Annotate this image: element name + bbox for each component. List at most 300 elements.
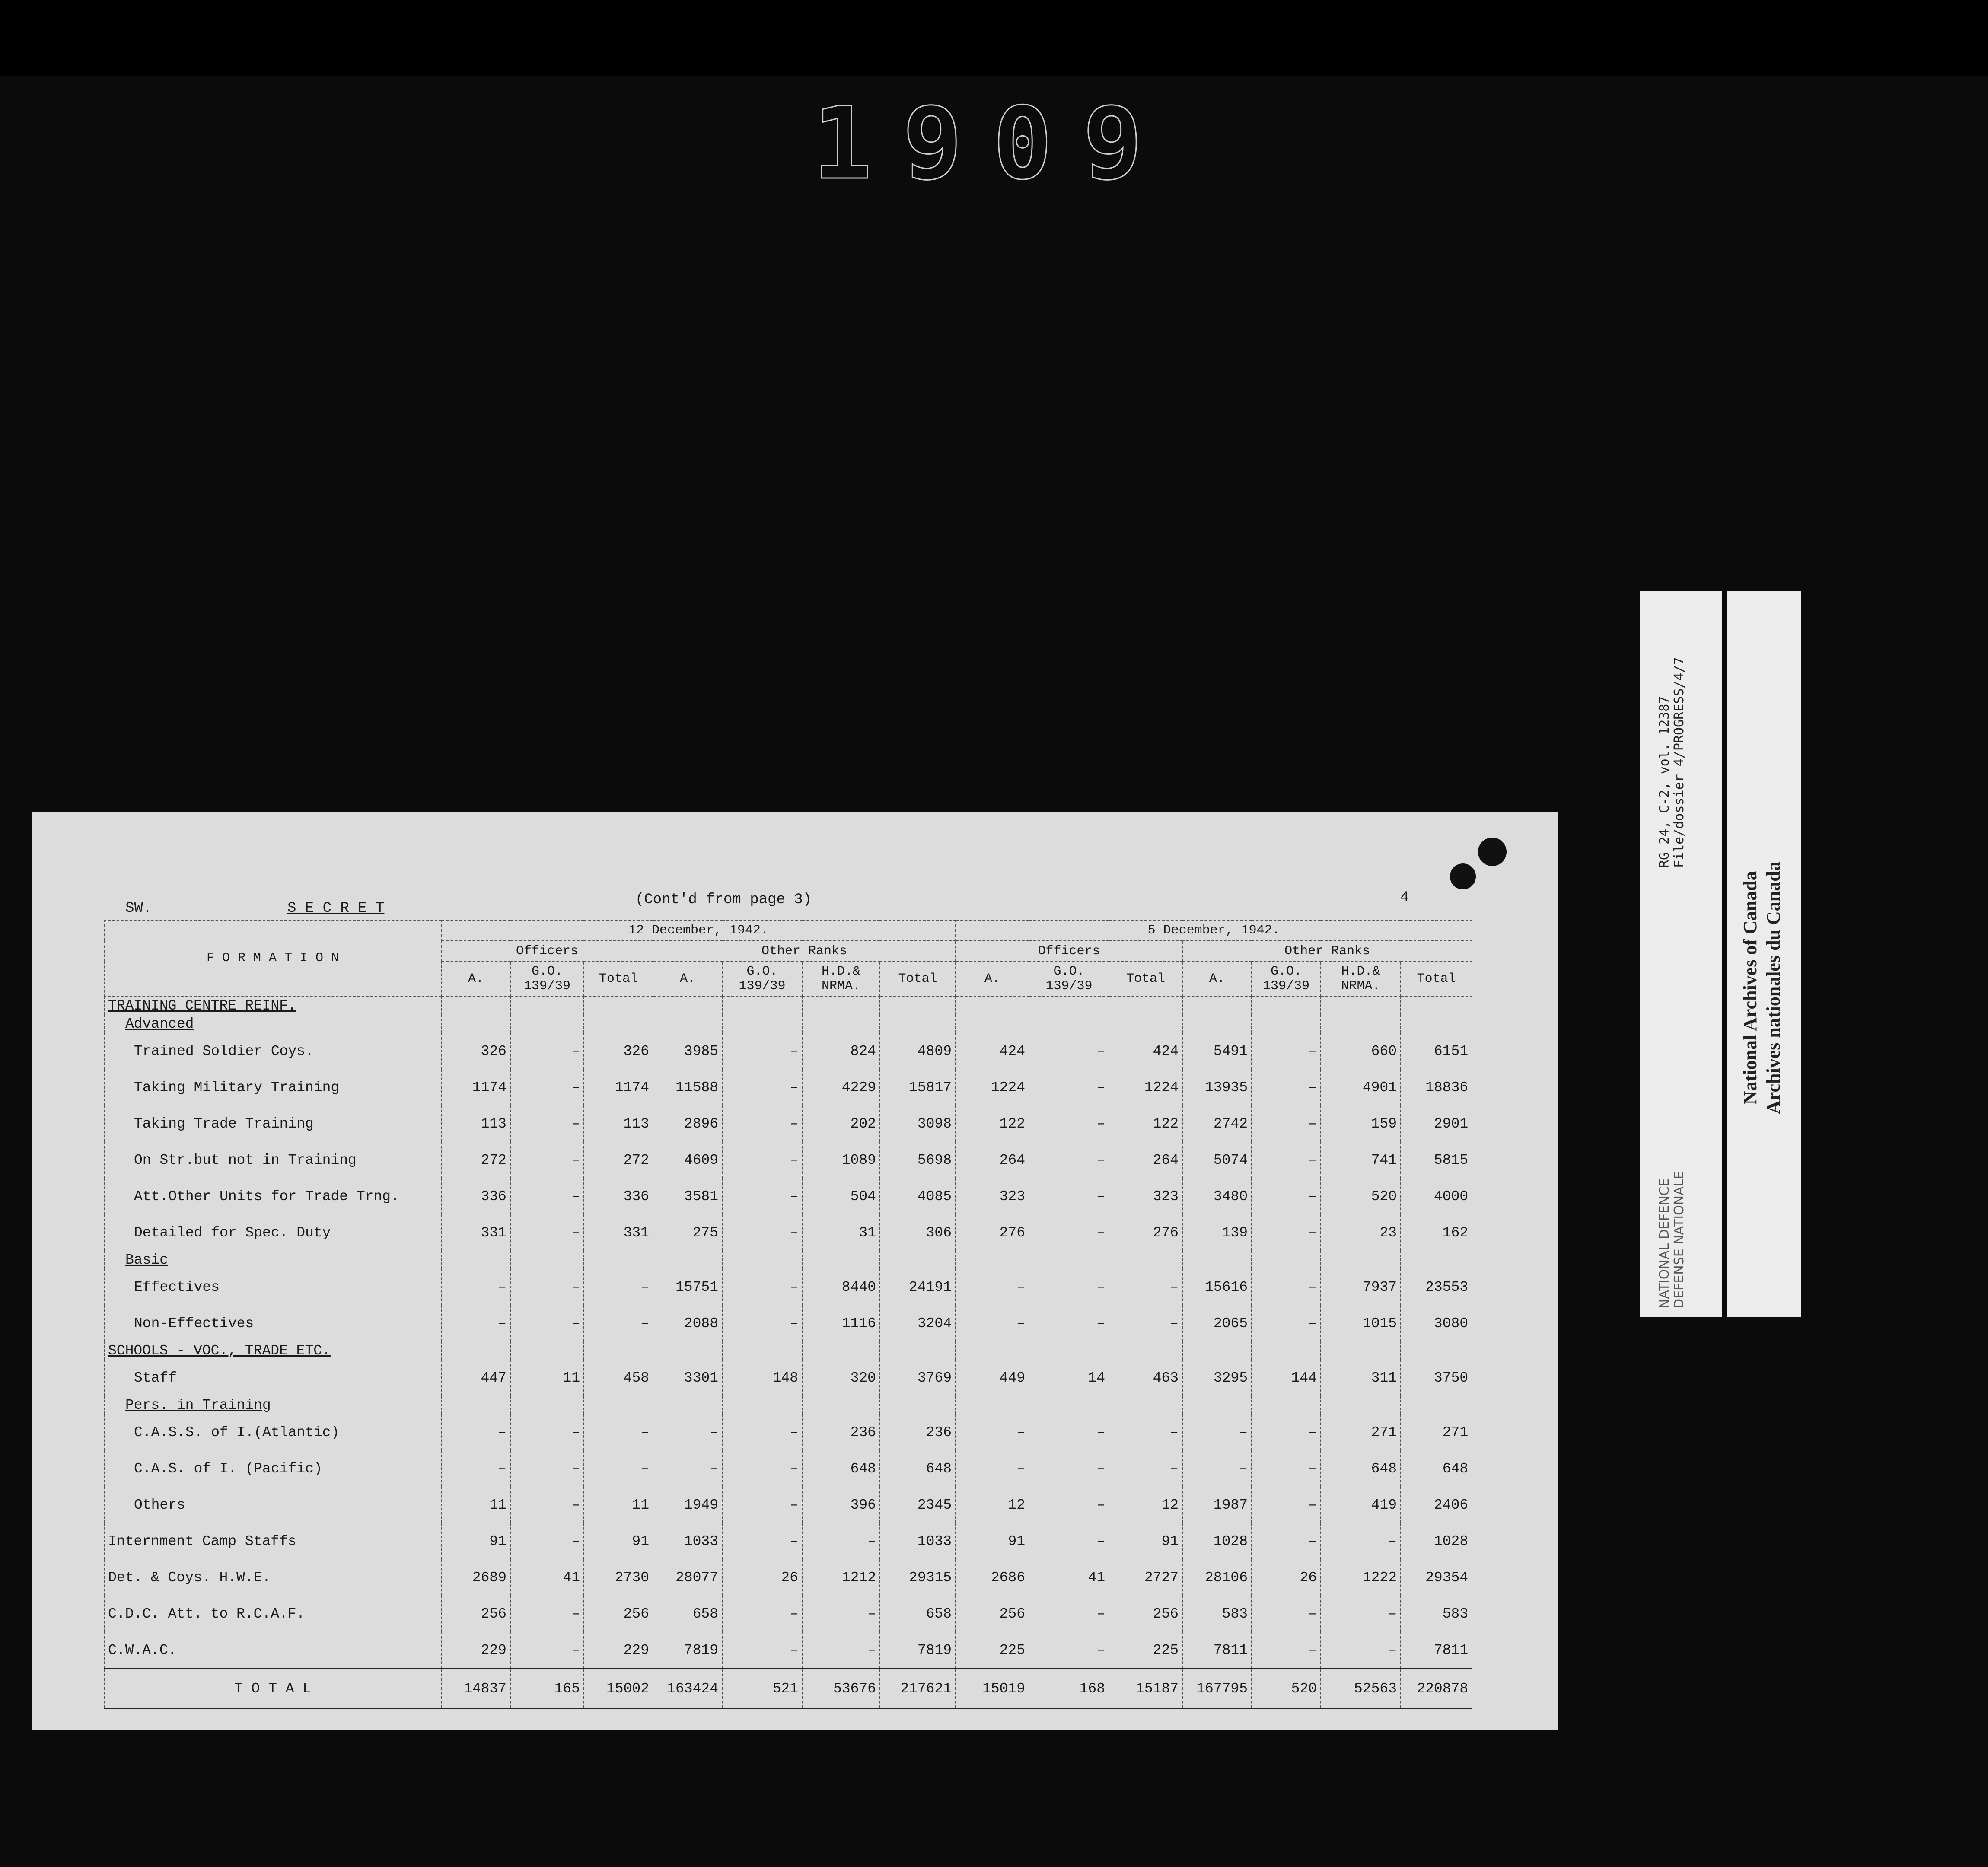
table-cell: – [1252, 1487, 1321, 1523]
table-cell: 336 [584, 1178, 653, 1214]
table-cell: – [584, 1305, 653, 1341]
table-cell: 463 [1109, 1360, 1182, 1396]
table-cell [802, 1396, 880, 1414]
table-row [104, 1487, 1472, 1523]
table-cell: 648 [1401, 1450, 1472, 1487]
table-cell [653, 1341, 722, 1360]
table-cell: – [1252, 1214, 1321, 1251]
table-cell: – [956, 1414, 1029, 1450]
table-cell: 2065 [1182, 1305, 1252, 1341]
strength-table [104, 920, 1472, 1709]
col-header-go: G.O. 139/39 [1252, 962, 1321, 996]
table-cell [802, 1015, 880, 1033]
table-row [104, 1142, 1472, 1178]
table-cell: 11 [441, 1487, 510, 1523]
film-top-band [0, 0, 1988, 76]
table-cell [584, 1341, 653, 1360]
table-cell: – [956, 1269, 1029, 1305]
col-header-a: A. [956, 962, 1029, 996]
table-cell: – [1109, 1450, 1182, 1487]
table-cell [1321, 1015, 1401, 1033]
punch-hole [1478, 838, 1507, 866]
total-cell: 15187 [1109, 1669, 1182, 1708]
table-cell: 122 [956, 1106, 1029, 1142]
table-cell: 113 [584, 1106, 653, 1142]
table-cell: – [1029, 1414, 1109, 1450]
table-row [104, 1341, 1472, 1360]
table-cell: – [1109, 1269, 1182, 1305]
table-cell [722, 1341, 802, 1360]
row-label [104, 1450, 441, 1487]
table-cell [584, 1015, 653, 1033]
table-cell [1109, 1341, 1182, 1360]
table-cell: – [510, 1106, 584, 1142]
table-cell: – [1182, 1450, 1252, 1487]
table-cell: 271 [1401, 1414, 1472, 1450]
table-cell: – [722, 1450, 802, 1487]
table-cell: 91 [584, 1523, 653, 1559]
table-cell: 1222 [1321, 1559, 1401, 1596]
table-cell: 2686 [956, 1559, 1029, 1596]
table-cell: – [510, 1487, 584, 1523]
table-cell: – [653, 1450, 722, 1487]
table-cell: 91 [1109, 1523, 1182, 1559]
table-cell: 323 [956, 1178, 1029, 1214]
table-cell: 7811 [1182, 1632, 1252, 1669]
table-cell: 3301 [653, 1360, 722, 1396]
table-cell: – [802, 1632, 880, 1669]
table-cell: 23 [1321, 1214, 1401, 1251]
table-cell: 7937 [1321, 1269, 1401, 1305]
table-cell: 4609 [653, 1142, 722, 1178]
table-cell: 2742 [1182, 1106, 1252, 1142]
table-cell: 3080 [1401, 1305, 1472, 1341]
total-cell: 15002 [584, 1669, 653, 1708]
table-cell: – [722, 1523, 802, 1559]
table-cell: 1033 [880, 1523, 956, 1559]
table-cell: – [802, 1596, 880, 1632]
total-cell: 168 [1029, 1669, 1109, 1708]
table-cell [510, 1396, 584, 1414]
table-cell: 4000 [1401, 1178, 1472, 1214]
col-header-total: Total [584, 962, 653, 996]
table-cell: 323 [1109, 1178, 1182, 1214]
table-row [104, 1251, 1472, 1269]
table-cell: 4229 [802, 1069, 880, 1106]
table-cell: 264 [1109, 1142, 1182, 1178]
table-cell: 12 [1109, 1487, 1182, 1523]
table-cell: – [722, 1069, 802, 1106]
row-label-text: Taking Military Training [134, 1079, 340, 1096]
col-header-a: A. [441, 962, 510, 996]
total-cell: 15019 [956, 1669, 1029, 1708]
table-cell: 1089 [802, 1142, 880, 1178]
table-cell [1401, 1396, 1472, 1414]
row-label [104, 996, 441, 1015]
table-cell: – [722, 1269, 802, 1305]
table-row [104, 1450, 1472, 1487]
row-label-text: Staff [134, 1370, 177, 1386]
table-row [104, 1596, 1472, 1632]
table-cell [1029, 1396, 1109, 1414]
table-cell: 5491 [1182, 1033, 1252, 1069]
table-cell: 424 [1109, 1033, 1182, 1069]
table-cell: 5698 [880, 1142, 956, 1178]
table-cell: 660 [1321, 1033, 1401, 1069]
table-cell: – [510, 1305, 584, 1341]
table-cell: – [653, 1414, 722, 1450]
table-cell: 4809 [880, 1033, 956, 1069]
row-label-text: TRAINING CENTRE REINF. [108, 997, 296, 1014]
row-label [104, 1305, 441, 1341]
table-cell [1029, 1015, 1109, 1033]
table-cell: – [441, 1269, 510, 1305]
table-cell: – [722, 1142, 802, 1178]
archive-name-en: National Archives of Canada [1740, 871, 1761, 1105]
table-cell: 15817 [880, 1069, 956, 1106]
table-cell: 4085 [880, 1178, 956, 1214]
table-cell: – [1109, 1305, 1182, 1341]
table-cell: – [1252, 1414, 1321, 1450]
table-cell: 148 [722, 1360, 802, 1396]
table-cell: – [441, 1450, 510, 1487]
table-cell [510, 1015, 584, 1033]
row-label [104, 1015, 441, 1033]
table-cell [1182, 1341, 1252, 1360]
table-body [104, 996, 1472, 1708]
col-header-total: Total [1401, 962, 1472, 996]
table-cell: 26 [722, 1559, 802, 1596]
table-cell [441, 1341, 510, 1360]
row-label-text: Non-Effectives [134, 1315, 254, 1332]
row-label [104, 1033, 441, 1069]
table-row [104, 1106, 1472, 1142]
table-cell [1029, 1341, 1109, 1360]
row-label [104, 1178, 441, 1214]
table-cell: 91 [956, 1523, 1029, 1559]
table-cell [880, 996, 956, 1015]
table-cell [510, 1341, 584, 1360]
table-cell: – [441, 1414, 510, 1450]
table-cell: 424 [956, 1033, 1029, 1069]
table-cell: – [510, 1450, 584, 1487]
table-cell: 648 [1321, 1450, 1401, 1487]
table-cell: – [1029, 1596, 1109, 1632]
total-cell: 220878 [1401, 1669, 1472, 1708]
doc-prefix: SW. [125, 900, 152, 917]
table-cell: – [1029, 1106, 1109, 1142]
table-cell: – [510, 1269, 584, 1305]
other-ranks-group-header: Other Ranks [653, 941, 956, 962]
table-cell [1401, 996, 1472, 1015]
row-label [104, 1596, 441, 1632]
table-cell: 1015 [1321, 1305, 1401, 1341]
table-row [104, 1305, 1472, 1341]
table-cell [1321, 1251, 1401, 1269]
table-cell [1029, 996, 1109, 1015]
table-cell: 236 [880, 1414, 956, 1450]
table-cell: 1987 [1182, 1487, 1252, 1523]
table-cell: 5815 [1401, 1142, 1472, 1178]
table-cell: 26 [1252, 1559, 1321, 1596]
table-cell: 3985 [653, 1033, 722, 1069]
table-cell: 256 [956, 1596, 1029, 1632]
row-label [104, 1559, 441, 1596]
table-cell: – [1252, 1269, 1321, 1305]
col-header-a: A. [1182, 962, 1252, 996]
table-cell: 159 [1321, 1106, 1401, 1142]
table-cell: – [1321, 1596, 1401, 1632]
table-cell: 229 [441, 1632, 510, 1669]
table-cell: 331 [584, 1214, 653, 1251]
table-cell: 162 [1401, 1214, 1472, 1251]
table-cell: 225 [956, 1632, 1029, 1669]
table-cell [722, 1396, 802, 1414]
table-cell: 1174 [584, 1069, 653, 1106]
row-label [104, 1269, 441, 1305]
officers-group-header: Officers [956, 941, 1182, 962]
table-cell [1109, 1396, 1182, 1414]
table-cell: – [510, 1596, 584, 1632]
total-cell: 165 [510, 1669, 584, 1708]
table-row [104, 1178, 1472, 1214]
table-cell: – [1252, 1305, 1321, 1341]
table-cell [1182, 1015, 1252, 1033]
tag-department-line: DEFENSE NATIONALE [1672, 1171, 1687, 1309]
row-label-text: Att.Other Units for Trade Trng. [134, 1188, 399, 1204]
table-cell: 7819 [653, 1632, 722, 1669]
archive-name-tag [1727, 591, 1801, 1317]
table-cell: 741 [1321, 1142, 1401, 1178]
table-cell: 458 [584, 1360, 653, 1396]
row-label [104, 1414, 441, 1450]
table-cell [1182, 1396, 1252, 1414]
table-row [104, 1069, 1472, 1106]
table-cell: – [1252, 1523, 1321, 1559]
table-cell: – [1029, 1305, 1109, 1341]
table-row [104, 1214, 1472, 1251]
table-cell: – [1029, 1450, 1109, 1487]
table-cell [722, 1015, 802, 1033]
table-cell: 11 [510, 1360, 584, 1396]
table-cell: 2727 [1109, 1559, 1182, 1596]
table-cell: 396 [802, 1487, 880, 1523]
table-cell: – [510, 1142, 584, 1178]
table-cell: 29354 [1401, 1559, 1472, 1596]
row-label [104, 1069, 441, 1106]
table-cell [1109, 1251, 1182, 1269]
total-row [104, 1669, 1472, 1708]
table-cell [510, 996, 584, 1015]
table-cell [1109, 1015, 1182, 1033]
table-cell: – [1182, 1414, 1252, 1450]
table-cell [1182, 1251, 1252, 1269]
total-cell: 520 [1252, 1669, 1321, 1708]
table-cell: 29315 [880, 1559, 956, 1596]
table-cell [880, 1015, 956, 1033]
table-cell: 256 [584, 1596, 653, 1632]
table-cell: – [510, 1214, 584, 1251]
table-cell: 31 [802, 1214, 880, 1251]
date-header-2: 5 December, 1942. [956, 920, 1472, 941]
table-cell: 1949 [653, 1487, 722, 1523]
table-cell: – [1029, 1487, 1109, 1523]
table-cell: – [1252, 1106, 1321, 1142]
continued-note: (Cont'd from page 3) [635, 892, 812, 908]
table-cell [1252, 1396, 1321, 1414]
table-cell: 336 [441, 1178, 510, 1214]
table-cell [441, 1251, 510, 1269]
table-cell: – [1321, 1523, 1401, 1559]
table-cell: 306 [880, 1214, 956, 1251]
col-header-total: Total [880, 962, 956, 996]
row-label [104, 1487, 441, 1523]
table-cell: 28106 [1182, 1559, 1252, 1596]
table-cell: – [1029, 1214, 1109, 1251]
table-cell [802, 1341, 880, 1360]
col-header-hd: H.D.& NRMA. [1321, 962, 1401, 996]
archive-reference-tag [1640, 591, 1722, 1317]
table-row [104, 1523, 1472, 1559]
row-label-text: Taking Trade Training [134, 1115, 314, 1132]
table-row [104, 1033, 1472, 1069]
table-cell: 320 [802, 1360, 880, 1396]
table-cell: 41 [1029, 1559, 1109, 1596]
table-cell: 113 [441, 1106, 510, 1142]
table-cell: 15616 [1182, 1269, 1252, 1305]
table-row [104, 1396, 1472, 1414]
table-cell: 311 [1321, 1360, 1401, 1396]
table-cell: 8440 [802, 1269, 880, 1305]
row-label-text: Others [134, 1497, 185, 1513]
row-label [104, 1396, 441, 1414]
row-label-text: C.D.C. Att. to R.C.A.F. [108, 1606, 305, 1622]
table-cell: 3750 [1401, 1360, 1472, 1396]
table-cell: – [1109, 1414, 1182, 1450]
table-cell: – [722, 1214, 802, 1251]
table-cell: 1028 [1182, 1523, 1252, 1559]
table-cell: – [1252, 1142, 1321, 1178]
table-cell: – [510, 1414, 584, 1450]
table-cell: – [510, 1178, 584, 1214]
table-cell [722, 1251, 802, 1269]
table-cell: 144 [1252, 1360, 1321, 1396]
table-cell: 5074 [1182, 1142, 1252, 1178]
table-cell: 28077 [653, 1559, 722, 1596]
col-header-go: G.O. 139/39 [722, 962, 802, 996]
table-cell: – [1029, 1269, 1109, 1305]
table-cell: 11 [584, 1487, 653, 1523]
table-cell: – [1252, 1450, 1321, 1487]
table-row [104, 1632, 1472, 1669]
table-cell [1321, 996, 1401, 1015]
table-cell: 583 [1182, 1596, 1252, 1632]
table-cell: 122 [1109, 1106, 1182, 1142]
table-cell: 256 [441, 1596, 510, 1632]
table-cell [1401, 1251, 1472, 1269]
formation-header: F O R M A T I O N [104, 920, 441, 996]
archive-name-fr: Archives nationales du Canada [1763, 861, 1784, 1114]
table-cell: 447 [441, 1360, 510, 1396]
table-cell: 2345 [880, 1487, 956, 1523]
tag-department-line: NATIONAL DEFENCE [1657, 1178, 1672, 1309]
row-label-text: Basic [125, 1252, 169, 1268]
row-label [104, 1341, 441, 1360]
total-cell: 217621 [880, 1669, 956, 1708]
table-cell: 139 [1182, 1214, 1252, 1251]
table-cell: 1116 [802, 1305, 880, 1341]
table-cell: 648 [802, 1450, 880, 1487]
table-cell: 2406 [1401, 1487, 1472, 1523]
table-cell: 3769 [880, 1360, 956, 1396]
table-cell: 272 [441, 1142, 510, 1178]
table-cell: 276 [956, 1214, 1029, 1251]
table-cell: – [1029, 1142, 1109, 1178]
table-cell: 3204 [880, 1305, 956, 1341]
table-cell: 276 [1109, 1214, 1182, 1251]
table-cell: – [1321, 1632, 1401, 1669]
col-header-go: G.O. 139/39 [1029, 962, 1109, 996]
col-header-total: Total [1109, 962, 1182, 996]
row-label [104, 1142, 441, 1178]
row-label [104, 1106, 441, 1142]
row-label-text: Detailed for Spec. Duty [134, 1224, 331, 1241]
table-cell [1401, 1341, 1472, 1360]
total-label: T O T A L [104, 1669, 441, 1708]
table-cell: 1224 [956, 1069, 1029, 1106]
table-cell: – [510, 1069, 584, 1106]
table-cell: – [722, 1414, 802, 1450]
table-cell [441, 996, 510, 1015]
table-cell: 3581 [653, 1178, 722, 1214]
table-cell: 1224 [1109, 1069, 1182, 1106]
row-label-text: C.W.A.C. [108, 1642, 177, 1658]
table-cell: – [1252, 1069, 1321, 1106]
table-cell: 264 [956, 1142, 1029, 1178]
table-cell [956, 1396, 1029, 1414]
date-header-1: 12 December, 1942. [441, 920, 956, 941]
table-cell: 658 [653, 1596, 722, 1632]
table-cell: 1028 [1401, 1523, 1472, 1559]
table-cell: 1033 [653, 1523, 722, 1559]
table-cell: 236 [802, 1414, 880, 1450]
table-cell [1182, 996, 1252, 1015]
table-cell [653, 996, 722, 1015]
table-cell: – [802, 1523, 880, 1559]
table-cell: 2896 [653, 1106, 722, 1142]
table-cell: 229 [584, 1632, 653, 1669]
tag-reference [1657, 657, 1687, 868]
total-cell: 14837 [441, 1669, 510, 1708]
table-cell: 11588 [653, 1069, 722, 1106]
table-row [104, 1269, 1472, 1305]
table-cell [510, 1251, 584, 1269]
table-cell: – [584, 1414, 653, 1450]
table-cell [1252, 996, 1321, 1015]
table-cell [584, 1396, 653, 1414]
table-cell: 271 [1321, 1414, 1401, 1450]
table-cell: 6151 [1401, 1033, 1472, 1069]
total-cell: 167795 [1182, 1669, 1252, 1708]
col-header-a: A. [653, 962, 722, 996]
table-cell: 12 [956, 1487, 1029, 1523]
table-cell: 15751 [653, 1269, 722, 1305]
officers-group-header: Officers [441, 941, 653, 962]
total-cell: 52563 [1321, 1669, 1401, 1708]
classification: S E C R E T [287, 900, 385, 917]
table-cell: – [441, 1305, 510, 1341]
table-cell [1252, 1251, 1321, 1269]
